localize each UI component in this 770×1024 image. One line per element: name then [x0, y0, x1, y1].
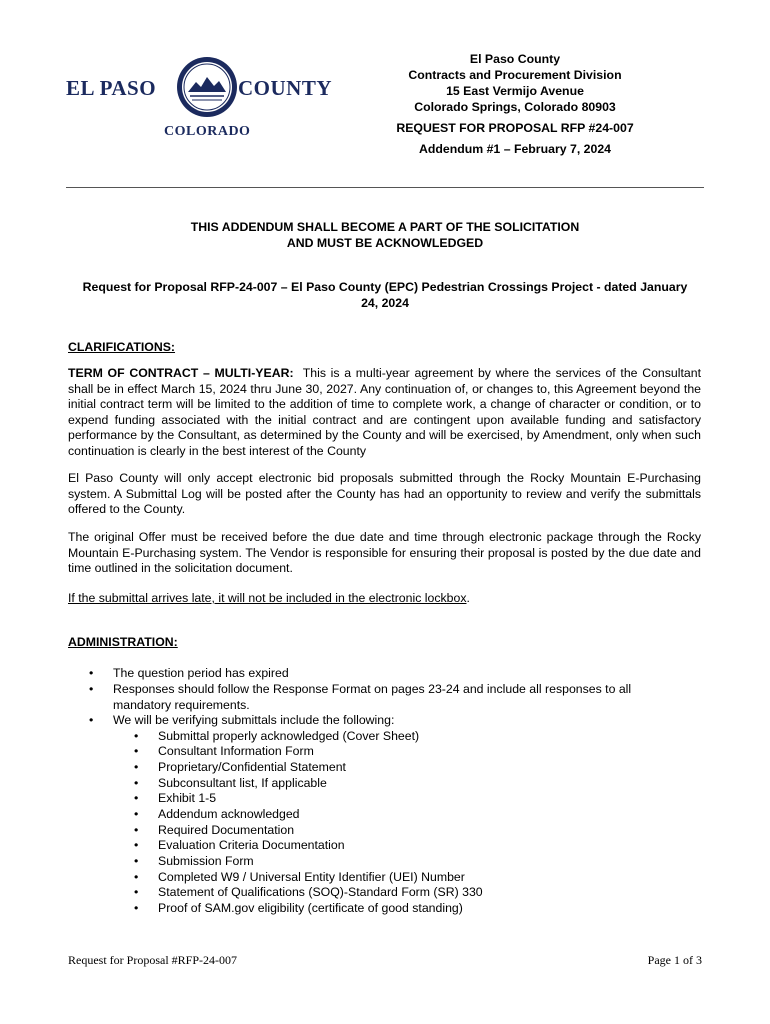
bullet-icon: •: [134, 760, 139, 774]
bullet-icon: •: [134, 729, 139, 743]
header-addendum: Addendum #1 – February 7, 2024: [418, 142, 612, 156]
list-item: • Responses should follow the Response Format on pages 23-24 and include all responses to all mandatory requirements.: [89, 682, 632, 712]
rfp-title: [66, 279, 704, 311]
rfp-title-line: 24, 2024: [361, 296, 409, 310]
sub-list-item: • Exhibit 1-5: [134, 791, 217, 805]
header-line: 15 East Vermijo Avenue: [446, 84, 584, 98]
header-line: El Paso County: [469, 52, 561, 66]
county-seal-icon: [176, 56, 238, 118]
addendum-notice: [66, 219, 704, 251]
logo-left-word: EL PASO: [66, 76, 157, 100]
header-line: Contracts and Procurement Division: [408, 68, 622, 82]
rfp-title-line: Request for Proposal RFP-24-007 – El Paso County (EPC) Pedestrian Crossings Project - dated January: [82, 280, 688, 294]
footer-document-title: Request for Proposal #RFP-24-007: [68, 953, 237, 967]
sub-list-item: • Consultant Information Form: [134, 744, 314, 758]
logo-right-word: COUNTY: [238, 76, 333, 100]
bullet-icon: •: [134, 838, 139, 852]
sub-list-item: • Subconsultant list, If applicable: [134, 776, 327, 790]
sub-list-item: • Addendum acknowledged: [134, 807, 300, 821]
bullet-icon: •: [134, 901, 139, 915]
list-item: • The question period has expired: [89, 666, 289, 680]
sub-list-item: • Submission Form: [134, 854, 254, 868]
bullet-icon: •: [134, 854, 139, 868]
late-submittal-text: If the submittal arrives late, it will not be included in the electronic lockbox: [68, 591, 467, 605]
bullet-icon: •: [134, 823, 139, 837]
administration-heading: ADMINISTRATION:: [68, 635, 178, 649]
footer-page-number: Page 1 of 3: [647, 953, 702, 967]
bullet-icon: •: [134, 791, 139, 805]
bullet-icon: •: [89, 713, 94, 727]
sub-list-item: • Completed W9 / Universal Entity Identifier (UEI) Number: [134, 870, 465, 884]
bullet-icon: •: [89, 666, 94, 680]
bullet-icon: •: [134, 776, 139, 790]
list-item: • We will be verifying submittals include the following:: [89, 713, 395, 727]
original-offer-paragraph: The original Offer must be received before the due date and time through electronic package through the Rocky Mountain E-Purchasing system. The Vendor is responsible for ensuring their proposal is posted by the due date and time outlined in the solicitation document.: [68, 530, 701, 575]
late-submittal-paragraph: [68, 591, 701, 607]
sub-list-item: • Proprietary/Confidential Statement: [134, 760, 346, 774]
header-address: [380, 51, 650, 115]
header-rfp: REQUEST FOR PROPOSAL RFP #24-007: [396, 121, 634, 135]
clarifications-heading: CLARIFICATIONS:: [68, 340, 176, 354]
sub-list-item: • Evaluation Criteria Documentation: [134, 838, 345, 852]
notice-line: THIS ADDENDUM SHALL BECOME A PART OF THE SOLICITATION: [190, 220, 580, 234]
county-logo: [66, 56, 341, 146]
late-submittal-period: .: [466, 591, 470, 605]
term-text: This is a multi-year agreement by where the services of the Consultant shall be in effect March 15, 2024 thru June 30, 2027. Any continuation of, or changes to, this Agreement beyond the initial contract term will be limited to the addition of time to complete work, a change of character or condition, or to expend funding associated with the initial contract and are contingent upon available funding and satisfactory performance by the Consultant, as determined by the County and will be exercised, by Amendment, only when such continuation is clearly in the best interest of the County: [68, 366, 701, 458]
bullet-icon: •: [134, 807, 139, 821]
notice-line: AND MUST BE ACKNOWLEDGED: [286, 236, 484, 250]
term-label: TERM OF CONTRACT – MULTI-YEAR:: [68, 366, 294, 380]
bullet-icon: •: [134, 744, 139, 758]
bullet-icon: •: [89, 682, 94, 696]
header-line: Colorado Springs, Colorado 80903: [414, 100, 616, 114]
header-divider: [66, 187, 704, 188]
electronic-bids-paragraph: El Paso County will only accept electronic bid proposals submitted through the Rocky Mountain E-Purchasing system. A Submittal Log will be posted after the County has had an opportunity to review and verify the submittals offered to the County.: [68, 471, 701, 516]
sub-list-item: • Submittal properly acknowledged (Cover Sheet): [134, 729, 420, 743]
bullet-icon: •: [134, 870, 139, 884]
sub-list-item: • Required Documentation: [134, 823, 295, 837]
sub-list-item: • Proof of SAM.gov eligibility (certificate of good standing): [134, 901, 463, 915]
bullet-icon: •: [134, 885, 139, 899]
term-of-contract-paragraph: [68, 366, 701, 459]
logo-state: COLORADO: [164, 124, 251, 139]
sub-list-item: • Statement of Qualifications (SOQ)-Standard Form (SR) 330: [134, 885, 483, 899]
